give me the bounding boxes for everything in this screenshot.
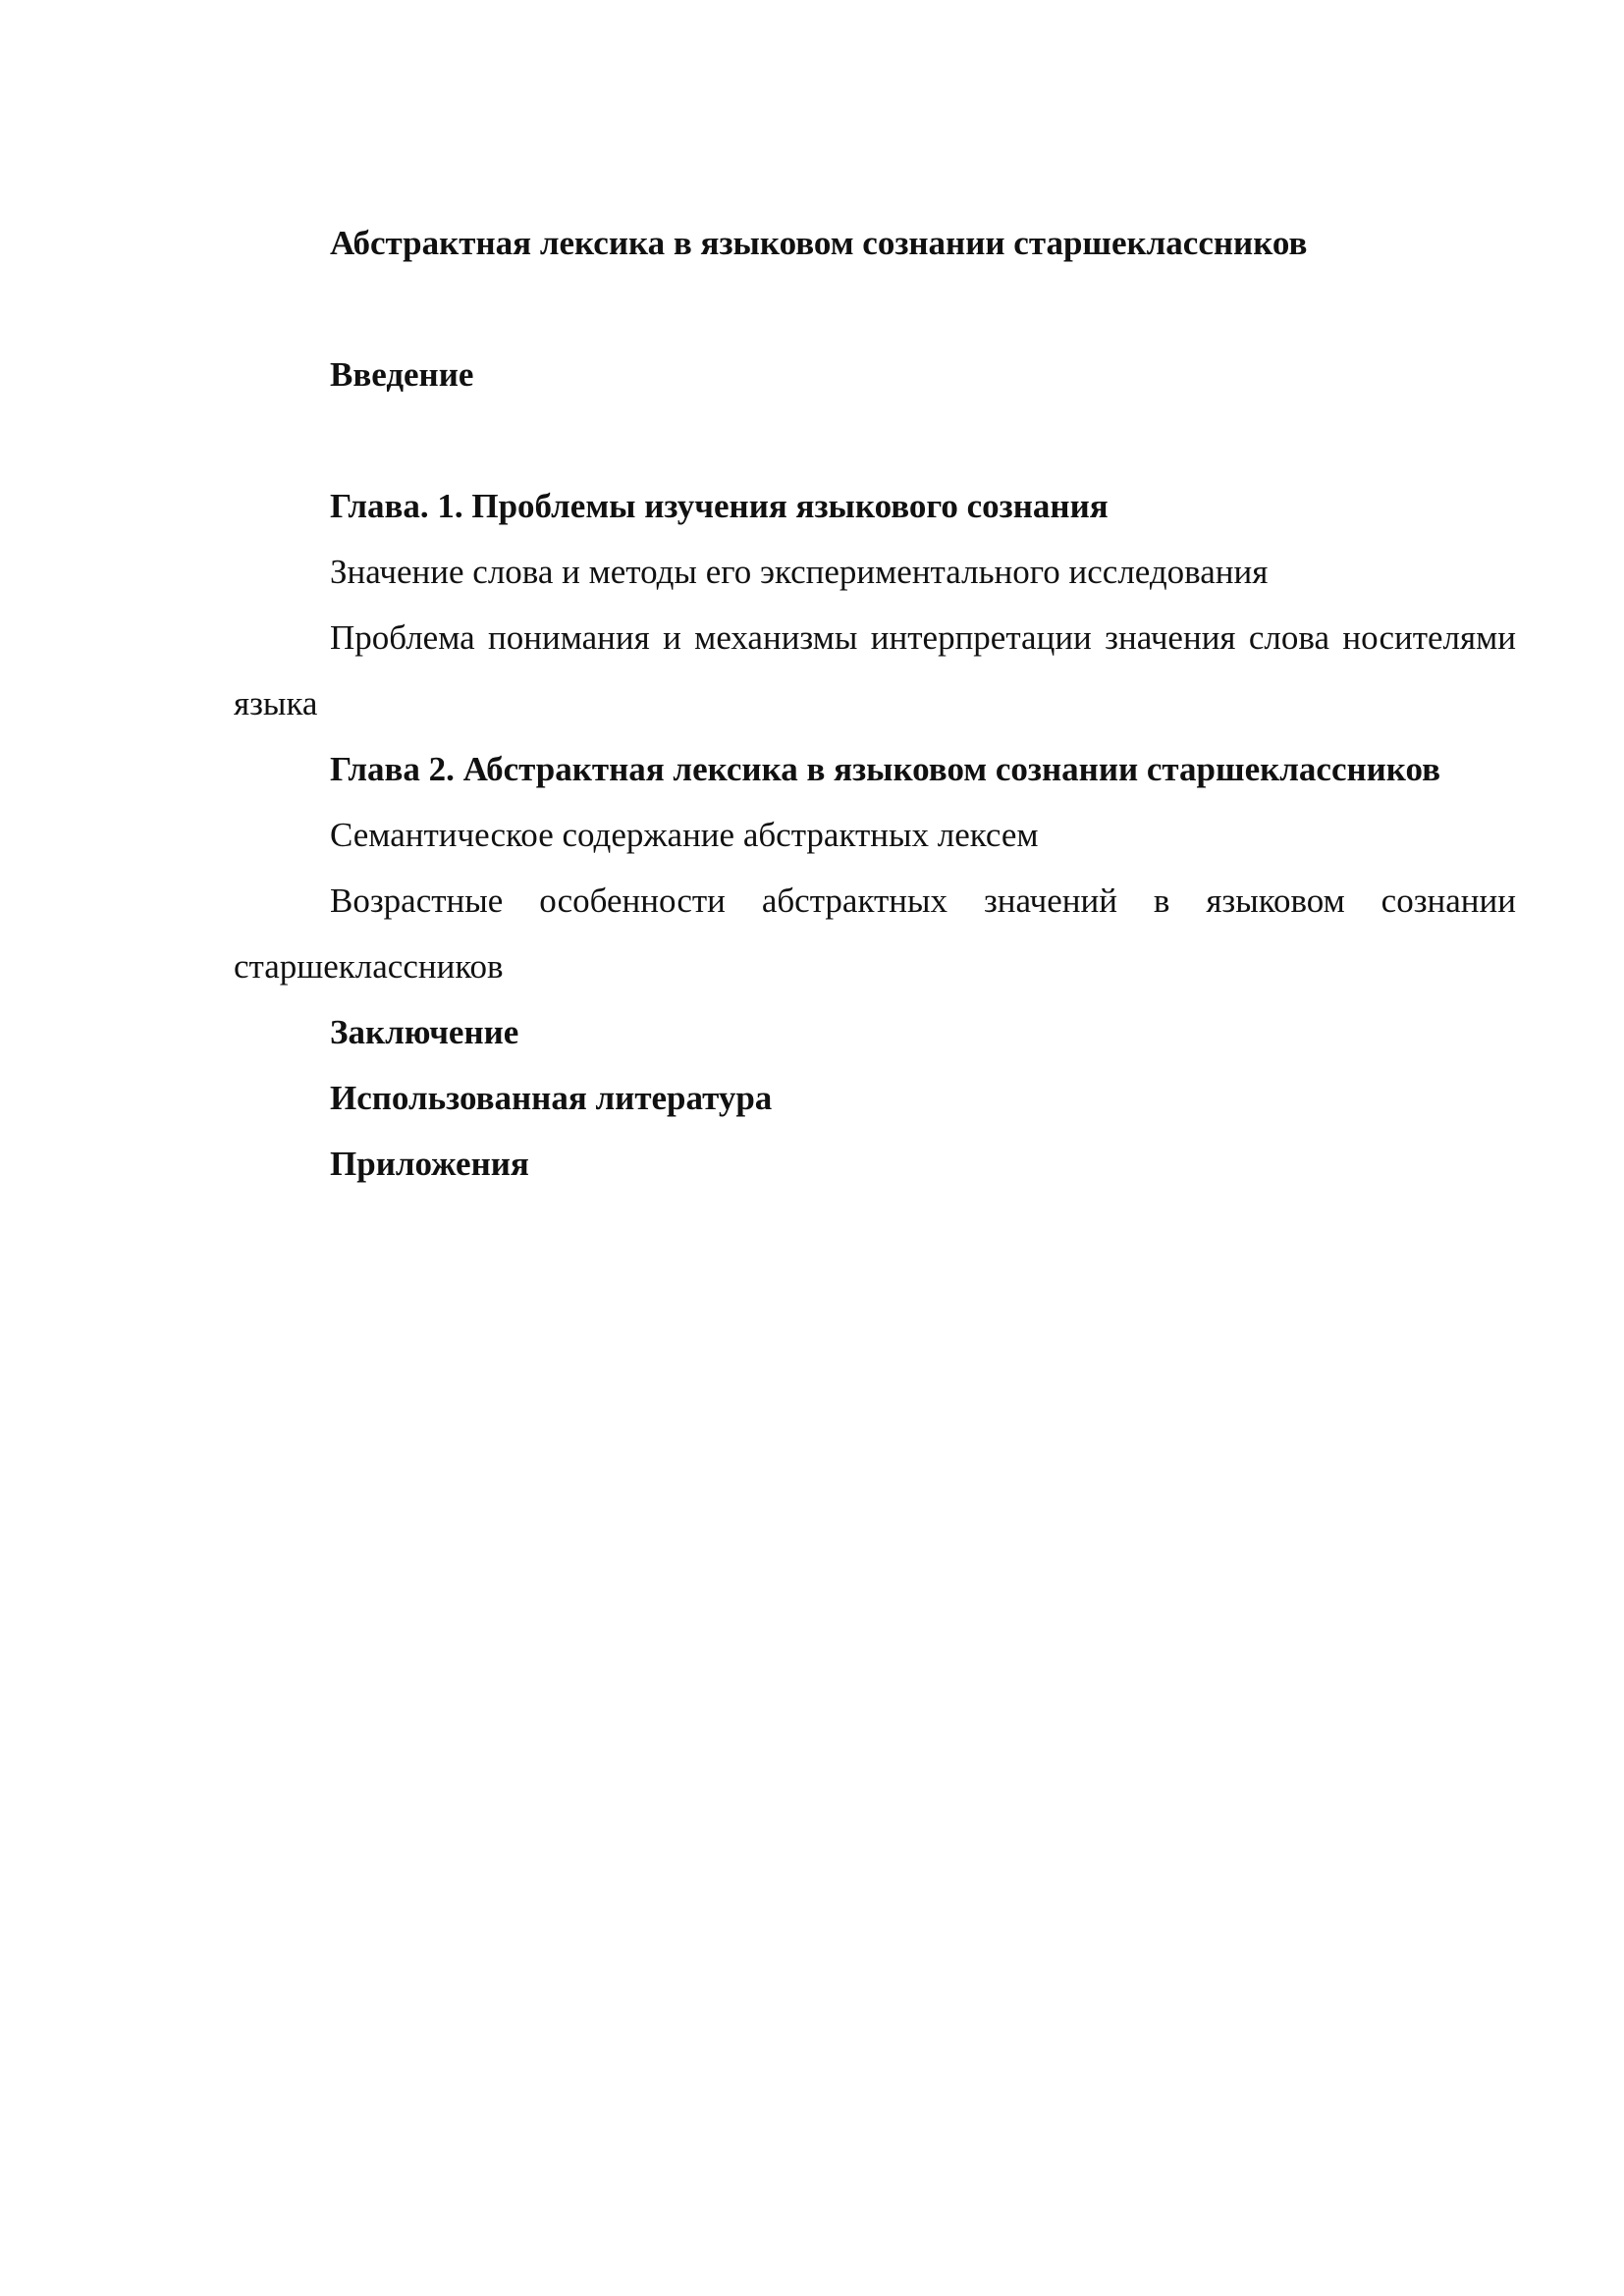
document-title: Абстрактная лексика в языковом сознании старшеклассников <box>330 224 1308 262</box>
toc-conclusion: Заключение <box>330 1013 519 1051</box>
toc-chapter-2-section-2: Возрастные особенности абстрактных значений в языковом сознании старшеклассников <box>234 881 1516 986</box>
toc-chapter-1-section-2: Проблема понимания и механизмы интерпретации значения слова носителями языка <box>234 618 1516 722</box>
toc-chapter-1-heading: Глава. 1. Проблемы изучения языкового сознания <box>330 487 1109 525</box>
toc-chapter-2-heading: Глава 2. Абстрактная лексика в языковом сознании старшеклассников <box>330 750 1441 788</box>
toc-references: Использованная литература <box>330 1079 773 1117</box>
toc-chapter-2-section-1: Семантическое содержание абстрактных лексем <box>330 816 1039 854</box>
toc-appendices: Приложения <box>330 1145 529 1183</box>
table-of-contents <box>234 210 1516 1197</box>
toc-chapter-1-section-1: Значение слова и методы его экспериментального исследования <box>330 553 1269 591</box>
toc-introduction: Введение <box>330 355 474 394</box>
